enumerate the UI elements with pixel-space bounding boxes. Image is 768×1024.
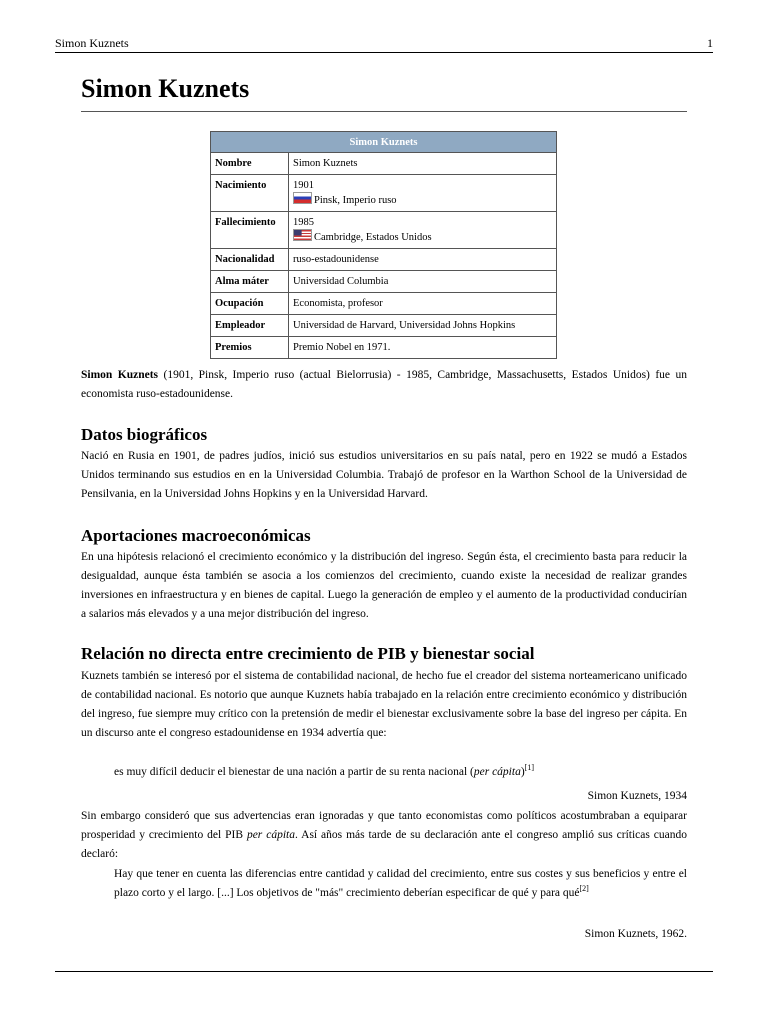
infobox-row (211, 249, 557, 271)
usa-flag-icon (293, 229, 312, 241)
infobox-value: Economista, profesor (289, 293, 557, 315)
infobox-value (289, 175, 557, 212)
infobox-value[interactable]: Premio Nobel en 1971. (289, 337, 557, 359)
running-title: Simon Kuznets (55, 36, 129, 50)
pib-paragraph: Kuznets también se interesó por el sistema de contabilidad nacional, de hecho fue el creador del sistema norteamericano unificado de contabilidad nacional. Es notorio que aunque Kuznets había trabajado en la relación entre crecimiento económico y distribución del ingreso, fue siempre muy crítico con la pretensión de medir el bienestar exclusivamente sobre la base del ingreso per cápita. En un discurso ante el congreso estadounidense en 1934 advertía que: (81, 670, 687, 739)
infobox-row (211, 315, 557, 337)
infobox-row (211, 337, 557, 359)
death-year: 1985 (293, 217, 314, 228)
pib-paragraph-2 (81, 807, 687, 864)
intro-text: (1901, Pinsk, Imperio ruso (actual Bielorrusia) - 1985, Cambridge, Massachusetts, Estados Unidos) fue un economista ruso-estadounidense. (81, 369, 687, 400)
intro-name: Simon Kuznets (81, 369, 159, 381)
section-heading-pib: Relación no directa entre crecimiento de PIB y bienestar social (81, 644, 535, 663)
russia-flag-icon (293, 192, 312, 204)
infobox-row (211, 293, 557, 315)
intro-paragraph (81, 366, 687, 404)
biografia-paragraph: Nació en Rusia en 1901, de padres judíos, inició sus estudios universitarios en su país natal, pero en 1922 se mudó a Estados Unidos terminando sus estudios en en la Universidad Columbia. Trabajó de profesor en la Warthon School de la Universidad de Pensilvania, en la Universidad Johns Hopkins y en la Universidad Harvard. (81, 450, 687, 500)
infobox-value[interactable]: Universidad de Harvard, Universidad Johns Hopkins (289, 315, 557, 337)
infobox-row (211, 212, 557, 249)
page-number: 1 (707, 36, 713, 50)
infobox-value (289, 212, 557, 249)
section-heading-aportaciones: Aportaciones macroeconómicas (81, 526, 311, 545)
title-divider (81, 111, 687, 112)
infobox (210, 131, 557, 359)
reference-link-2[interactable]: [2] (579, 884, 589, 893)
infobox-label: Fallecimiento (211, 212, 289, 249)
header-divider (55, 52, 713, 53)
quote-1934-italic: per cápita (473, 766, 521, 778)
reference-link-1[interactable]: [1] (524, 763, 534, 772)
infobox-row (211, 271, 557, 293)
infobox-label: Nacimiento (211, 175, 289, 212)
quote-1934-attribution: Simon Kuznets, 1934 (587, 790, 687, 802)
infobox-label: Nacionalidad (211, 249, 289, 271)
paragraph-2-italic: per cápita (246, 829, 295, 841)
infobox-row (211, 153, 557, 175)
quote-1934-text: es muy difícil deducir el bienestar de una nación a partir de su renta nacional ( (114, 766, 474, 778)
infobox-value[interactable]: Universidad Columbia (289, 271, 557, 293)
paragraph-2-text-after: . Así años más tarde de su declaración ante el congreso amplió sus críticas cuando declaró: (81, 829, 687, 860)
birth-place (293, 192, 552, 207)
infobox-label: Alma máter (211, 271, 289, 293)
aportaciones-paragraph: En una hipótesis relacionó el crecimiento económico y la distribución del ingreso. Según ésta, el crecimiento basta para reducir la desigualdad, aunque ésta también se asocia a los comienzos del crecimiento, cuando existe la necesidad de realizar grandes inversiones en infraestructura y en bienes de capital. Luego la generación de empleo y el aumento de la productividad conducirían a salarios más elevados y a una mejor distribución del ingreso. (81, 551, 687, 620)
infobox-row (211, 175, 557, 212)
infobox-value: Simon Kuznets (289, 153, 557, 175)
infobox-label: Ocupación (211, 293, 289, 315)
quote-1934-text-after: ) (520, 766, 525, 778)
birth-place-text[interactable]: Pinsk, Imperio ruso (314, 195, 397, 206)
infobox-label: Nombre (211, 153, 289, 175)
quote-1934 (114, 763, 687, 782)
quote-1962-attribution: Simon Kuznets, 1962. (584, 928, 687, 940)
paragraph-2-text: Sin embargo consideró que sus advertencias eran ignoradas y que tanto economistas como políticos acostumbraban a equiparar prosperidad y crecimiento del PIB (81, 810, 687, 841)
infobox-value: ruso-estadounidense (289, 249, 557, 271)
page-title: Simon Kuznets (81, 74, 250, 103)
infobox-label: Premios (211, 337, 289, 359)
death-place (293, 229, 552, 244)
infobox-label: Empleador (211, 315, 289, 337)
infobox-heading: Simon Kuznets (211, 132, 557, 153)
birth-year: 1901 (293, 180, 314, 191)
quote-1962-text: Hay que tener en cuenta las diferencias entre cantidad y calidad del crecimiento, entre sus costes y sus beneficios y entre el plazo corto y el largo. [...] Los objetivos de "más" crecimiento deberían especificar de qué y para qué (114, 868, 687, 899)
quote-1962 (114, 865, 687, 903)
running-header (55, 36, 713, 52)
footer-divider (55, 971, 713, 972)
section-heading-biografia: Datos biográficos (81, 425, 208, 444)
death-place-text[interactable]: Cambridge, Estados Unidos (314, 232, 432, 243)
